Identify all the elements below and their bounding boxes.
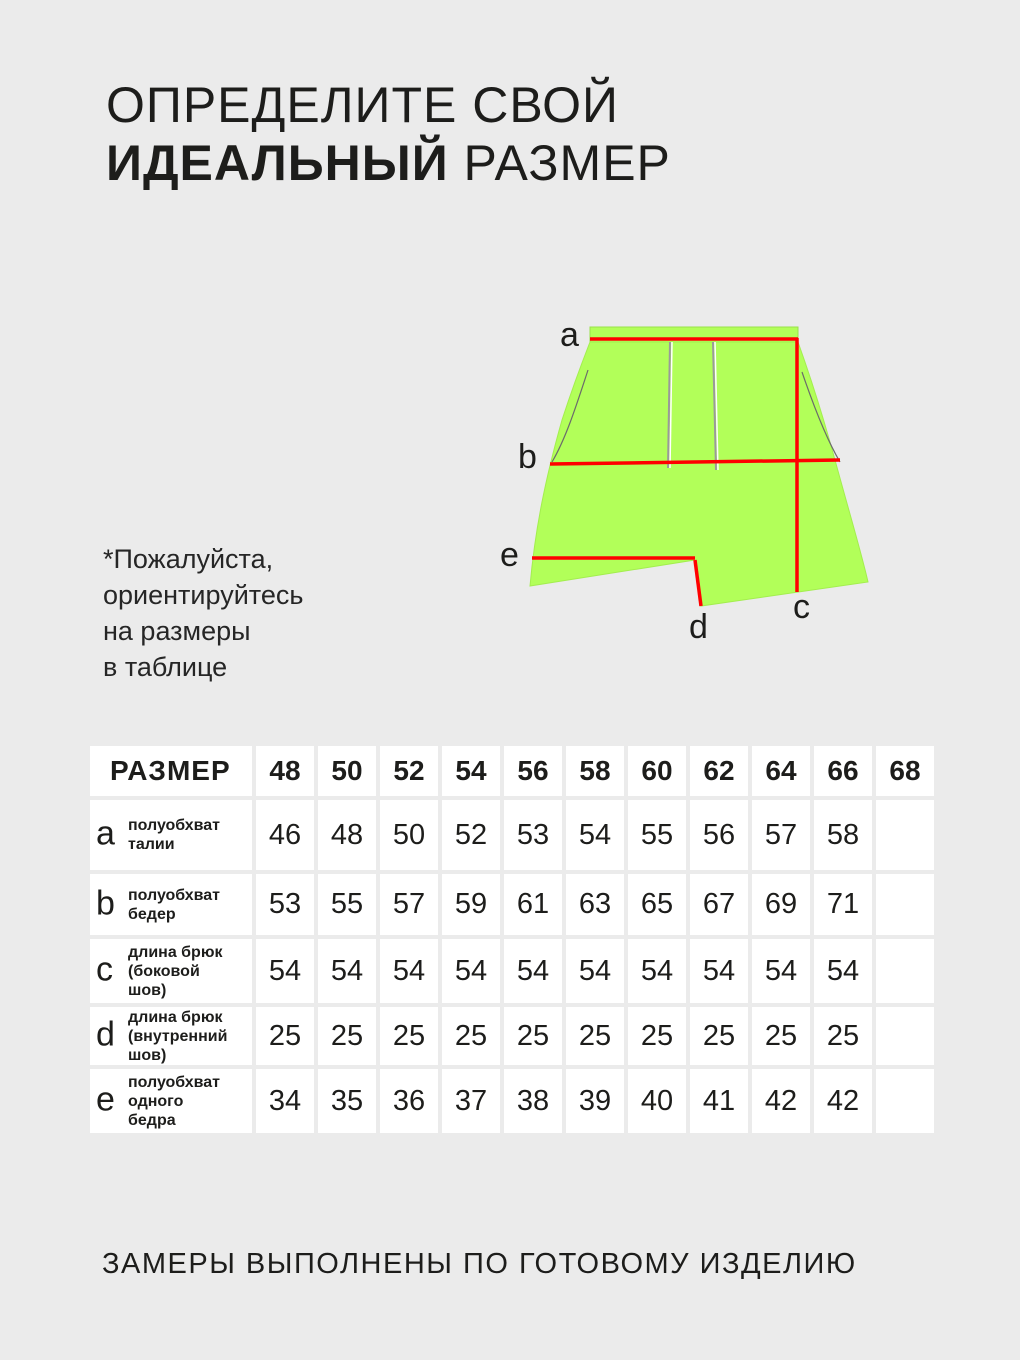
- row-desc-line: шов): [128, 1046, 167, 1064]
- footer-note: ЗАМЕРЫ ВЫПОЛНЕНЫ ПО ГОТОВОМУ ИЗДЕЛИЮ: [102, 1248, 857, 1280]
- row-desc-line: бедра: [128, 1111, 176, 1129]
- row-desc-line: полуобхват: [128, 1073, 221, 1091]
- row-header: [90, 1007, 252, 1065]
- row-letter: d: [96, 1015, 115, 1054]
- table-cell: 41: [690, 1069, 748, 1133]
- table-cell: [876, 800, 934, 870]
- size-header-cell: 60: [628, 746, 686, 796]
- row-desc-line: полуобхват: [128, 886, 221, 904]
- table-cell: 25: [380, 1007, 438, 1065]
- table-cell: 57: [752, 800, 810, 870]
- table-cell: 25: [504, 1007, 562, 1065]
- size-header-label: РАЗМЕР: [90, 746, 252, 796]
- row-desc-line: (внутренний: [128, 1027, 228, 1045]
- size-header-cell: 58: [566, 746, 624, 796]
- table-cell: [876, 939, 934, 1003]
- table-cell: 34: [256, 1069, 314, 1133]
- title-rest: РАЗМЕР: [448, 135, 671, 191]
- table-cell: 54: [504, 939, 562, 1003]
- size-note: [103, 541, 403, 685]
- table-cell: 54: [380, 939, 438, 1003]
- table-cell: 37: [442, 1069, 500, 1133]
- table-cell: [876, 1069, 934, 1133]
- size-header-cell: 48: [256, 746, 314, 796]
- table-cell: 54: [566, 800, 624, 870]
- row-header: [90, 1069, 252, 1133]
- table-cell: 53: [256, 874, 314, 935]
- table-cell: 52: [442, 800, 500, 870]
- table-cell: 54: [566, 939, 624, 1003]
- row-desc-line: шов): [128, 981, 167, 999]
- row-header: [90, 800, 252, 870]
- table-row: [90, 939, 934, 1003]
- table-cell: 54: [752, 939, 810, 1003]
- row-header: [90, 874, 252, 935]
- table-cell: 54: [256, 939, 314, 1003]
- table-cell: 54: [318, 939, 376, 1003]
- row-desc-line: талии: [128, 836, 175, 853]
- table-cell: 55: [628, 800, 686, 870]
- table-row: [90, 1069, 934, 1133]
- row-letter: e: [96, 1080, 115, 1119]
- table-cell: 67: [690, 874, 748, 935]
- measure-label-e: e: [500, 536, 519, 574]
- shorts-illustration: [490, 310, 890, 650]
- table-cell: 55: [318, 874, 376, 935]
- table-cell: 56: [690, 800, 748, 870]
- table-cell: 38: [504, 1069, 562, 1133]
- page-title: [106, 76, 671, 192]
- size-header-cell: 54: [442, 746, 500, 796]
- row-desc-line: длина брюк: [128, 1008, 223, 1026]
- table-cell: 57: [380, 874, 438, 935]
- table-cell: 25: [256, 1007, 314, 1065]
- row-desc-line: длина брюк: [128, 943, 223, 961]
- table-cell: 25: [318, 1007, 376, 1065]
- table-cell: 40: [628, 1069, 686, 1133]
- row-desc-line: бедер: [128, 905, 176, 923]
- table-cell: 48: [318, 800, 376, 870]
- table-cell: 25: [566, 1007, 624, 1065]
- size-header-cell: 50: [318, 746, 376, 796]
- title-bold-word: ИДЕАЛЬНЫЙ: [106, 135, 449, 191]
- row-desc-line: одного: [128, 1092, 184, 1110]
- row-header: [90, 939, 252, 1003]
- table-cell: 63: [566, 874, 624, 935]
- note-line: ориентируйтесь: [103, 580, 304, 610]
- table-cell: 65: [628, 874, 686, 935]
- size-header-cell: 52: [380, 746, 438, 796]
- size-table: [86, 742, 938, 1137]
- note-line: в таблице: [103, 652, 228, 682]
- table-cell: 46: [256, 800, 314, 870]
- table-cell: 39: [566, 1069, 624, 1133]
- size-header-row: [90, 746, 934, 796]
- table-row: [90, 874, 934, 935]
- size-header-cell: 68: [876, 746, 934, 796]
- table-cell: 42: [752, 1069, 810, 1133]
- table-cell: 69: [752, 874, 810, 935]
- table-cell: 71: [814, 874, 872, 935]
- table-cell: 25: [628, 1007, 686, 1065]
- table-cell: [876, 874, 934, 935]
- row-letter: a: [96, 814, 115, 853]
- size-header-cell: 62: [690, 746, 748, 796]
- size-header-cell: 66: [814, 746, 872, 796]
- table-cell: 36: [380, 1069, 438, 1133]
- note-line: на размеры: [103, 616, 251, 646]
- table-row: [90, 1007, 934, 1065]
- table-cell: 61: [504, 874, 562, 935]
- table-cell: 54: [628, 939, 686, 1003]
- table-cell: [876, 1007, 934, 1065]
- row-desc-line: полуобхват: [128, 817, 221, 834]
- row-letter: c: [96, 950, 113, 989]
- size-header-cell: 56: [504, 746, 562, 796]
- table-row: [90, 800, 934, 870]
- shorts-body: [530, 342, 868, 606]
- table-cell: 59: [442, 874, 500, 935]
- size-header-cell: 64: [752, 746, 810, 796]
- row-letter: b: [96, 884, 115, 923]
- table-cell: 58: [814, 800, 872, 870]
- table-cell: 25: [752, 1007, 810, 1065]
- measure-label-d: d: [689, 608, 708, 646]
- table-cell: 54: [690, 939, 748, 1003]
- table-cell: 25: [442, 1007, 500, 1065]
- measure-label-c: c: [793, 588, 810, 626]
- table-cell: 50: [380, 800, 438, 870]
- title-line-1: ОПРЕДЕЛИТЕ СВОЙ: [106, 77, 619, 133]
- measure-label-a: a: [560, 316, 579, 354]
- row-desc-line: (боковой: [128, 962, 200, 980]
- table-cell: 53: [504, 800, 562, 870]
- table-cell: 35: [318, 1069, 376, 1133]
- table-cell: 54: [814, 939, 872, 1003]
- table-cell: 42: [814, 1069, 872, 1133]
- shorts-diagram: [490, 310, 890, 650]
- note-line: *Пожалуйста,: [103, 544, 274, 574]
- table-cell: 54: [442, 939, 500, 1003]
- table-cell: 25: [814, 1007, 872, 1065]
- measure-label-b: b: [518, 438, 537, 476]
- title-line-2: [106, 134, 671, 192]
- table-cell: 25: [690, 1007, 748, 1065]
